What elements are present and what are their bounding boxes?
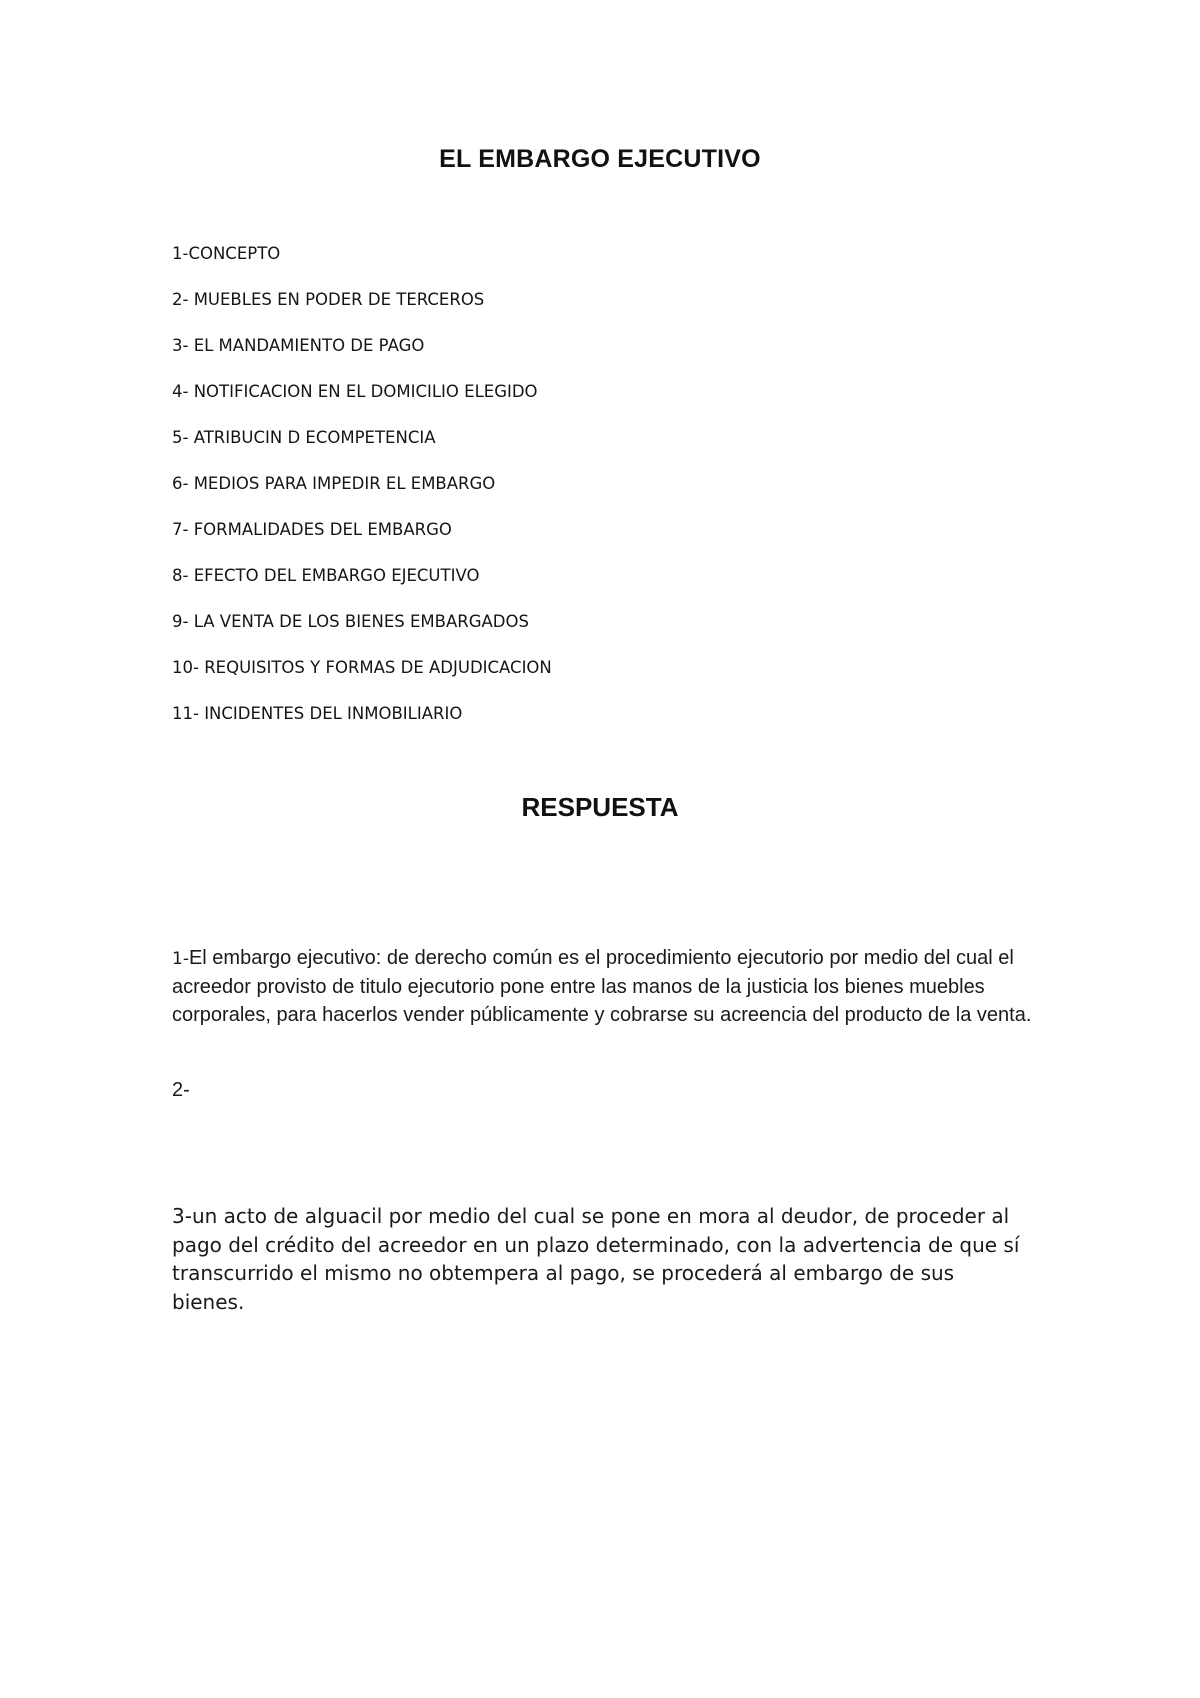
answer-3: 3-un acto de alguacil por medio del cual se pone en mora al deudor, de proceder al pago del crédito del acreedor en un plazo determinado, con la advertencia de que sí transcurrido el mismo no obtempera al pago, se procederá al embargo de sus bienes. (172, 1204, 1020, 1314)
toc-item: 1-CONCEPTO (172, 244, 281, 263)
toc-item: 3- EL MANDAMIENTO DE PAGO (172, 336, 425, 355)
document-title: EL EMBARGO EJECUTIVO (439, 145, 761, 173)
toc-item: 8- EFECTO DEL EMBARGO EJECUTIVO (172, 566, 480, 585)
toc-item: 5- ATRIBUCIN D ECOMPETENCIA (172, 428, 436, 447)
answers-heading: RESPUESTA (521, 792, 679, 822)
answer-1 (172, 944, 1042, 1029)
answer-1-number: 1- (172, 949, 189, 969)
answer-2: 2- (172, 1079, 190, 1101)
toc-item: 11- INCIDENTES DEL INMOBILIARIO (172, 704, 463, 723)
toc-item: 7- FORMALIDADES DEL EMBARGO (172, 520, 452, 539)
answer-1-text: El embargo ejecutivo: de derecho común es el procedimiento ejecutorio por medio del cual el acreedor provisto de titulo ejecutorio pone entre las manos de la justicia los bienes muebles corporales, para hacerlos vender públicamente y cobrarse su acreencia del producto de la venta. (172, 947, 1032, 1026)
toc-item: 10- REQUISITOS Y FORMAS DE ADJUDICACION (172, 658, 552, 677)
toc-item: 4- NOTIFICACION EN EL DOMICILIO ELEGIDO (172, 382, 538, 401)
toc-item: 2- MUEBLES EN PODER DE TERCEROS (172, 290, 485, 309)
toc-item: 9- LA VENTA DE LOS BIENES EMBARGADOS (172, 612, 529, 631)
table-of-contents (172, 243, 552, 749)
toc-item: 6- MEDIOS PARA IMPEDIR EL EMBARGO (172, 474, 496, 493)
